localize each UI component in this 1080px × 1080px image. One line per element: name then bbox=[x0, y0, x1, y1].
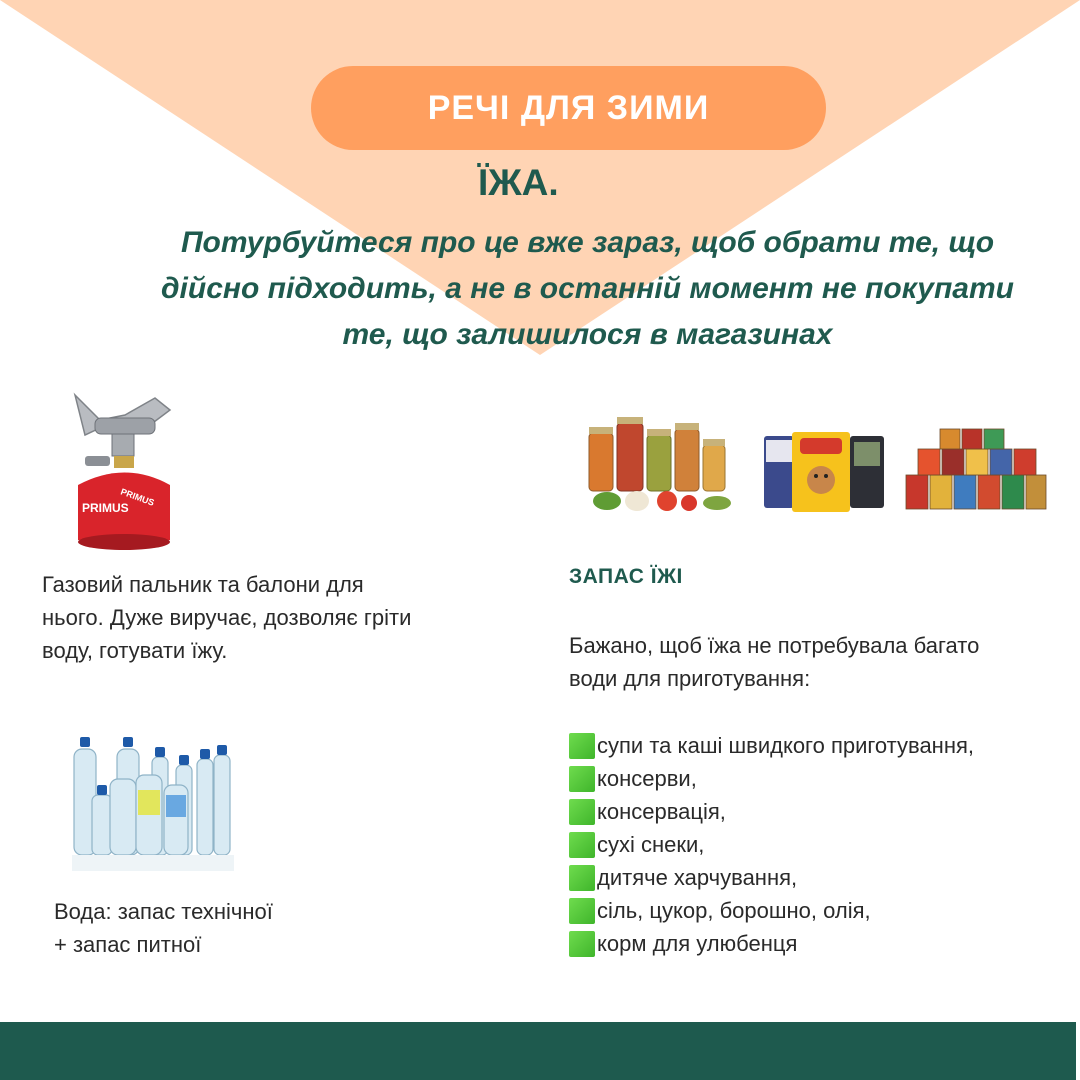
title-banner-label: РЕЧІ ДЛЯ ЗИМИ bbox=[427, 88, 710, 127]
list-item bbox=[569, 894, 974, 927]
subtitle-line: те, що залишилося в магазинах bbox=[342, 318, 833, 351]
subtitle bbox=[100, 220, 1075, 358]
food-item-label: консерви, bbox=[597, 765, 697, 791]
title-banner bbox=[311, 66, 826, 150]
svg-text:PRIMUS: PRIMUS bbox=[119, 486, 156, 508]
food-intro-line: води для приготування: bbox=[569, 666, 811, 691]
list-item bbox=[569, 828, 974, 861]
check-icon bbox=[569, 733, 595, 759]
water-description bbox=[54, 895, 273, 961]
food-item-label: корм для улюбенця bbox=[597, 930, 798, 956]
water-text-line: Вода: запас технічної bbox=[54, 899, 273, 924]
food-section-title: ЗАПАС ЇЖІ bbox=[569, 565, 683, 588]
check-icon bbox=[569, 799, 595, 825]
burner-text-line: нього. Дуже виручає, дозволяє гріти bbox=[42, 605, 412, 630]
food-item-label: супи та каші швидкого приготування, bbox=[597, 732, 974, 758]
burner-description bbox=[42, 568, 411, 667]
food-item-label: консервація, bbox=[597, 798, 726, 824]
food-item-label: сіль, цукор, борошно, олія, bbox=[597, 897, 871, 923]
check-icon bbox=[569, 766, 595, 792]
check-icon bbox=[569, 931, 595, 957]
preserved-food-jars-icon bbox=[577, 415, 742, 515]
check-icon bbox=[569, 832, 595, 858]
list-item bbox=[569, 861, 974, 894]
gas-burner-icon bbox=[70, 390, 180, 550]
list-item bbox=[569, 762, 974, 795]
check-icon bbox=[569, 898, 595, 924]
canned-food-stack-icon bbox=[900, 425, 1050, 515]
subtitle-line: Потурбуйтеся про це вже зараз, щоб обрати те, що bbox=[180, 226, 995, 259]
check-icon bbox=[569, 865, 595, 891]
list-item bbox=[569, 927, 974, 960]
burner-text-line: Газовий пальник та балони для bbox=[42, 572, 364, 597]
subtitle-line: дійсно підходить, а не в останній момент не покупати bbox=[161, 272, 1014, 305]
footer-bar bbox=[0, 1022, 1076, 1080]
list-item bbox=[569, 795, 974, 828]
food-intro-line: Бажано, щоб їжа не потребувала багато bbox=[569, 633, 980, 658]
section-title: ЇЖА. bbox=[478, 162, 559, 203]
food-intro bbox=[569, 629, 979, 695]
burner-brand: PRIMUS bbox=[82, 501, 129, 515]
food-list bbox=[569, 729, 974, 960]
water-text-line: + запас питної bbox=[54, 932, 202, 957]
list-item bbox=[569, 729, 974, 762]
food-item-label: сухі снеки, bbox=[597, 831, 705, 857]
water-bottles-icon bbox=[72, 735, 234, 871]
burner-text-line: воду, готувати їжу. bbox=[42, 638, 228, 663]
pet-food-pouches-icon bbox=[762, 430, 887, 515]
food-item-label: дитяче харчування, bbox=[597, 864, 798, 890]
